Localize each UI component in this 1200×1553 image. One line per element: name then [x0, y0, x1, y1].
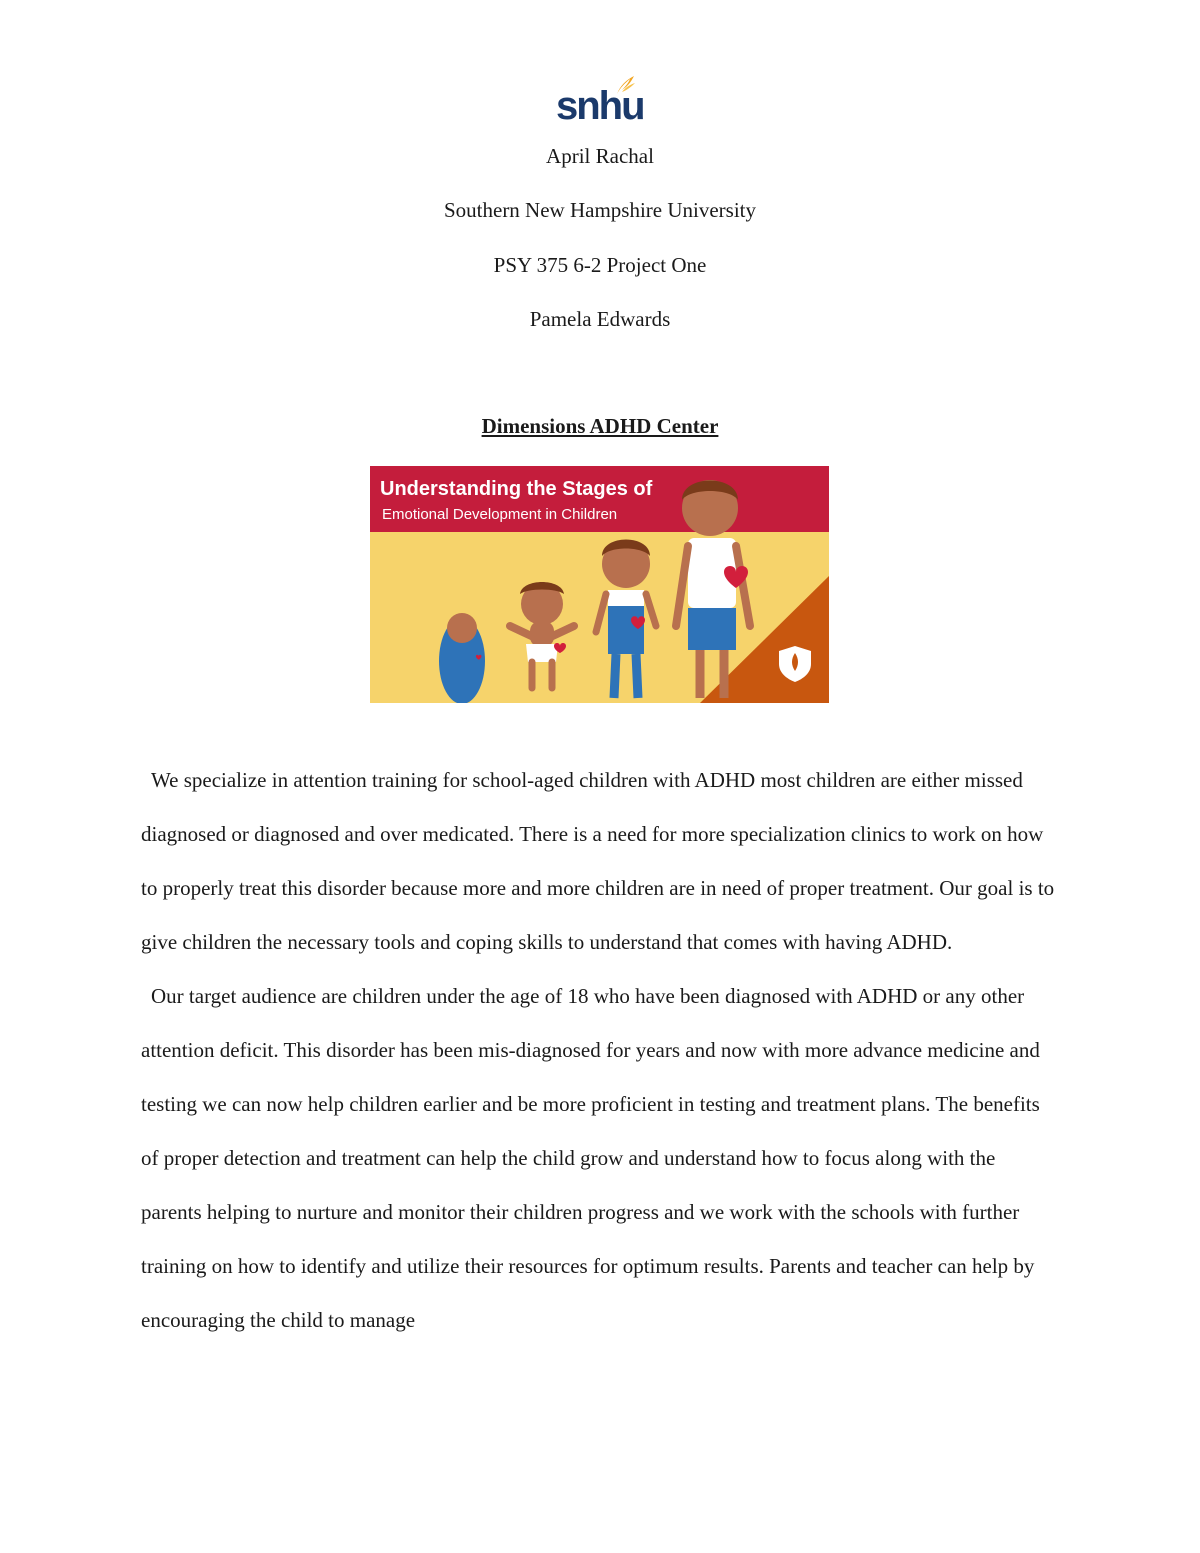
paragraph-audience: Our target audience are children under the age of 18 who have been diagnosed with ADHD or any other attention deficit. This disorder has been mis-diagnosed for years and now with more advance medicine and testing we can now help children earlier and be more proficient in testing and treatment plans. The benefits of proper detection and treatment can help the child grow and understand how to focus along with the parents helping to nurture and monitor their children progress and we work with the schools with further training on how to identify and utilize their resources for optimum results. Parents and teacher can help by encouraging the child to manage [141, 984, 1040, 1332]
institution-name: Southern New Hampshire University [443, 198, 757, 222]
author-name: April Rachal [546, 144, 654, 168]
banner-subheadline: Emotional Development in Children [382, 506, 618, 523]
course-name: PSY 375 6-2 Project One [493, 253, 707, 277]
logo-wordmark: snhu [556, 84, 644, 128]
instructor-name: Pamela Edwards [529, 307, 671, 331]
emotional-development-banner [370, 466, 829, 703]
body-text [141, 753, 1061, 1347]
document-title: Dimensions ADHD Center [481, 414, 719, 438]
snhu-logo [556, 74, 644, 132]
paragraph-intro: We specialize in attention training for school-aged children with ADHD most children are either missed diagnosed or diagnosed and over medicated. There is a need for more specialization clinics to work on how to properly treat this disorder because more and more children are in need of proper treatment. Our goal is to give children the necessary tools and coping skills to understand that comes with having ADHD. [141, 768, 1055, 954]
banner-headline: Understanding the Stages of [380, 478, 653, 500]
